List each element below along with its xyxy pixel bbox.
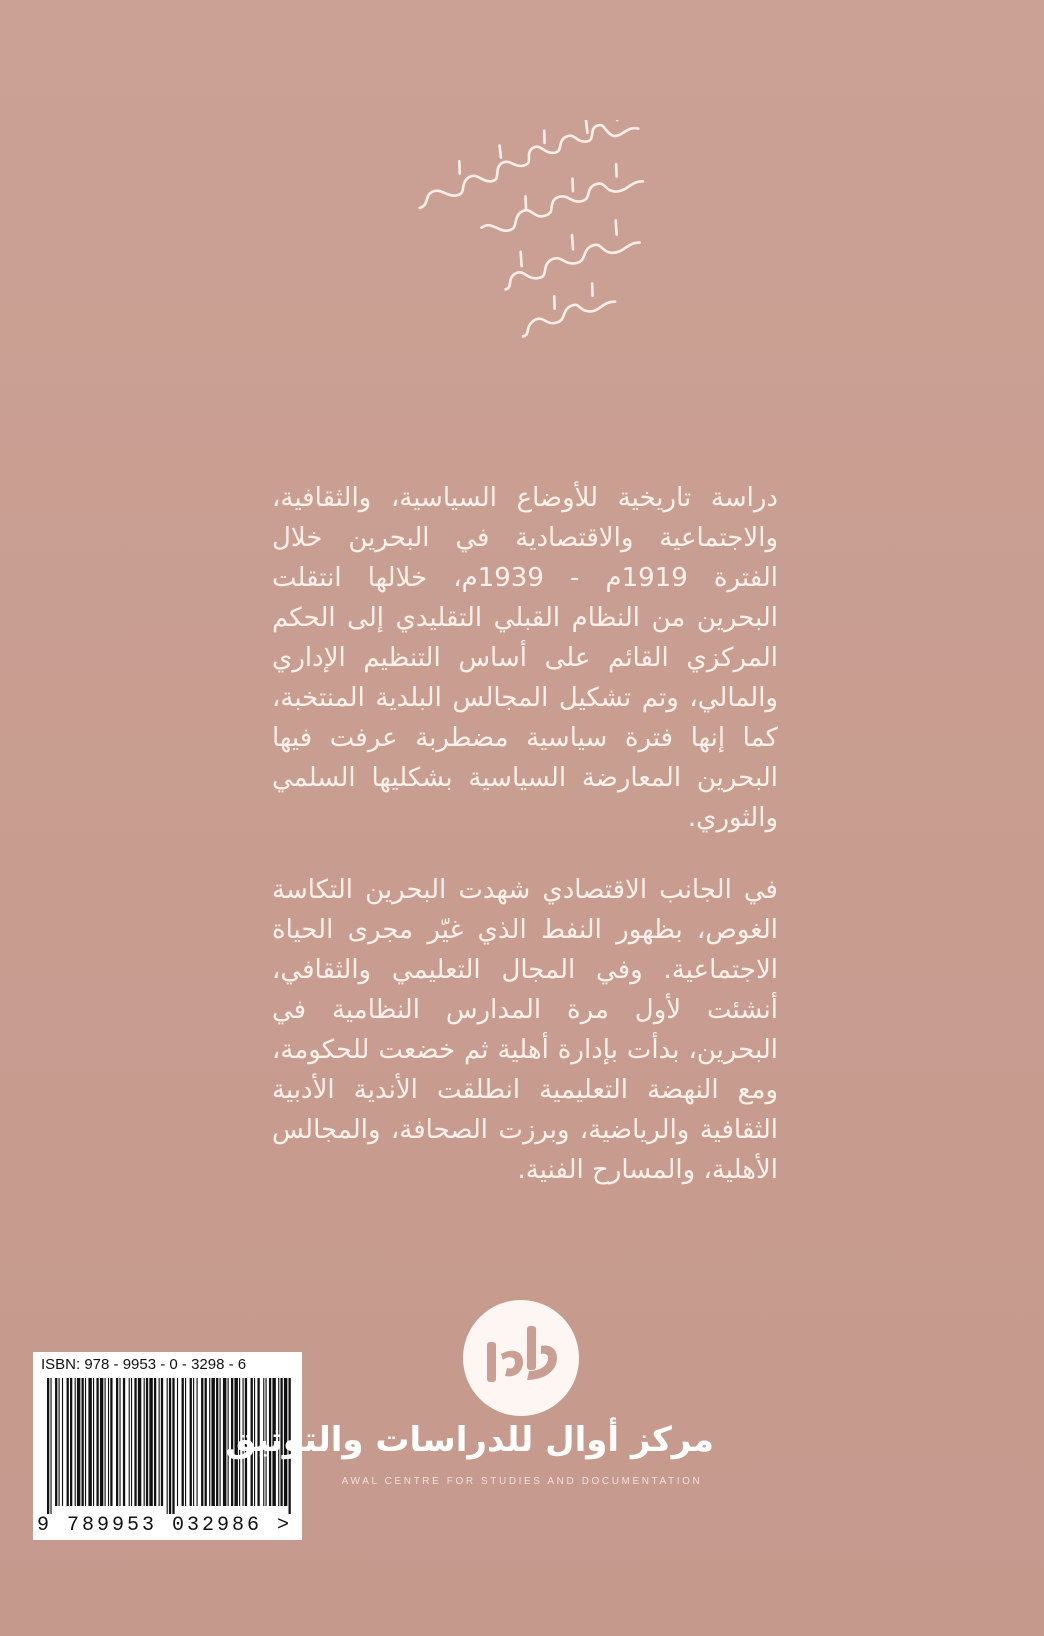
barcode-bar — [77, 1378, 80, 1506]
barcode-bar — [47, 1378, 49, 1514]
barcode-bar — [205, 1378, 207, 1506]
barcode-bar — [96, 1378, 98, 1506]
barcode-bar — [85, 1378, 86, 1506]
description-paragraph-2: في الجانب الاقتصادي شهدت البحرين التكاسة الغوص، بظهور النفط الذي غيّر مجرى الحياة الاجتماعية. وفي المجال التعليمي والثقافي، أنشئت لأول مرة المدارس النظامية في البحرين، بدأت بإدارة أهلية ثم خضعت للحكومة، ومع النهضة التعليمية انطلقت الأندية الأدبية الثقافية والرياضية، وبرزت الصحافة، والمجالس الأهلية، والمسارح الفنية. — [272, 875, 778, 1185]
barcode-bar — [161, 1378, 163, 1506]
barcode-bar — [67, 1378, 69, 1506]
barcode-bar — [167, 1378, 168, 1514]
barcode-bar — [105, 1378, 106, 1506]
barcode-bar — [172, 1378, 174, 1514]
barcode-bar — [75, 1378, 76, 1506]
barcode-bar — [149, 1378, 152, 1506]
barcode-bar — [177, 1378, 178, 1506]
barcode-bar — [146, 1378, 148, 1506]
barcode-bar — [154, 1378, 156, 1506]
barcode-bar — [144, 1378, 145, 1506]
barcode-bar — [220, 1378, 221, 1506]
barcode-bar — [50, 1378, 51, 1514]
barcode-bar — [193, 1378, 194, 1506]
barcode-bar — [131, 1378, 132, 1506]
barcode-bar — [62, 1378, 63, 1506]
barcode-bar — [123, 1378, 125, 1506]
barcode-bar — [211, 1378, 214, 1506]
barcode-bar — [55, 1378, 57, 1506]
barcode-bar — [134, 1378, 136, 1506]
barcode-bar — [201, 1378, 203, 1506]
publisher-name-arabic: مركز أوال للدراسات والتوثيق — [225, 1420, 714, 1460]
barcode-bar — [119, 1378, 120, 1506]
barcode-bar — [59, 1378, 60, 1506]
barcode-bar — [100, 1378, 103, 1506]
handwritten-note — [395, 120, 695, 430]
barcode-bar — [88, 1378, 91, 1506]
barcode-bar — [209, 1378, 210, 1506]
isbn-label: ISBN: 978 - 9953 - 0 - 3298 - 6 — [41, 1356, 247, 1373]
publisher-name-english: AWAL CENTRE FOR STUDIES AND DOCUMENTATION — [341, 1476, 703, 1487]
barcode-bar — [182, 1378, 184, 1506]
awal-logo-icon — [461, 1298, 581, 1418]
barcode-bar — [129, 1378, 130, 1506]
description-paragraph-1: دراسة تاريخية للأوضاع السياسية، والثقافية، والاجتماعية والاقتصادية في البحرين خلال الفترة 1919م - 1939م، خلالها انتقلت البحرين من النظام القبلي التقليدي إلى الحكم المركزي القائم على أساس التنظيم الإداري والمالي، وتم تشكيل المجالس البلدية المنتخبة، كما إنها فترة سياسية مضطربة عرفت فيها البحرين المعارضة السياسية بشكليها السلمي والثوري. — [272, 483, 778, 833]
barcode-bar — [169, 1378, 171, 1514]
barcode-bar — [190, 1378, 192, 1506]
barcode-bar — [82, 1378, 84, 1506]
barcode-bar — [197, 1378, 198, 1506]
barcode-bar — [116, 1378, 118, 1506]
barcode-bar — [138, 1378, 141, 1506]
barcode-bar — [159, 1378, 160, 1506]
barcode-bar — [108, 1378, 109, 1506]
ean-digits: 9 789953 032986 > — [37, 1514, 293, 1537]
barcode-bar — [93, 1378, 94, 1506]
barcode-bar — [216, 1378, 218, 1506]
barcode-bar — [185, 1378, 186, 1506]
barcode-bar — [110, 1378, 112, 1506]
barcode-bar — [70, 1378, 72, 1506]
